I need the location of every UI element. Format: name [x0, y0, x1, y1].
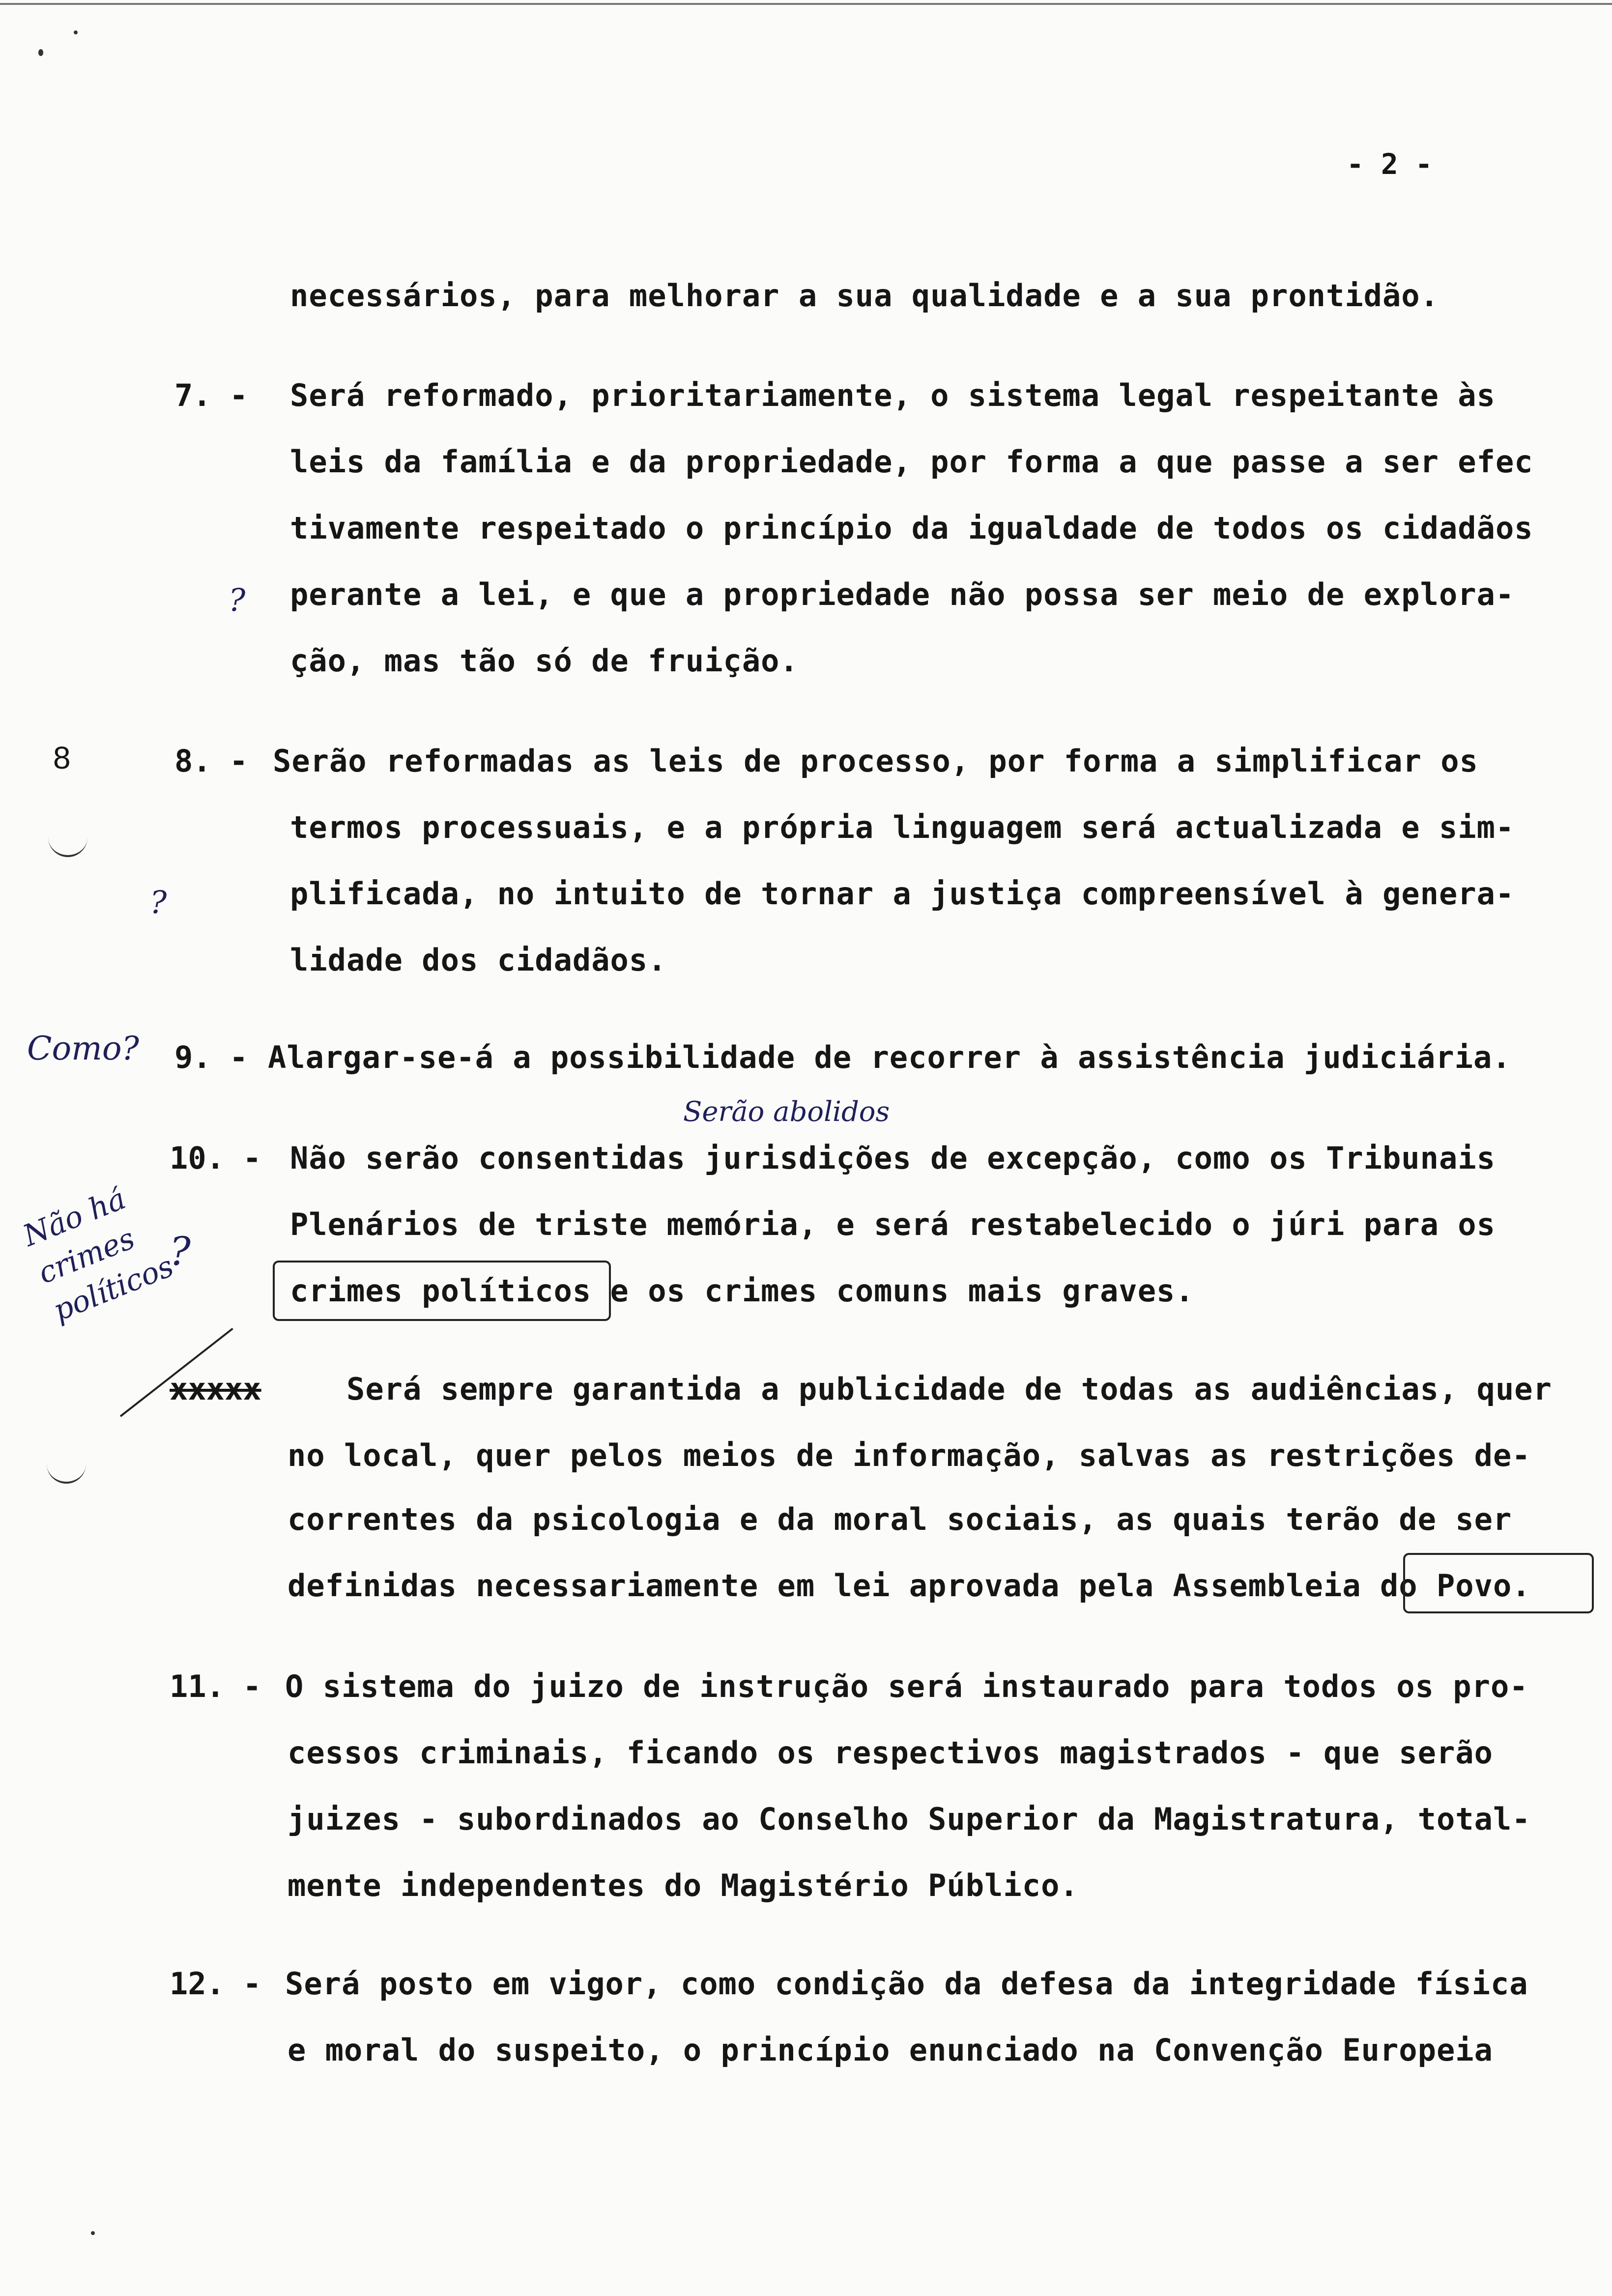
text-line: Serão reformadas as leis de processo, por forma a simplificar os — [273, 743, 1478, 779]
paragraph-number-7: 7. - — [174, 377, 248, 413]
circled-phrase — [273, 1261, 611, 1321]
text-line: necessários, para melhorar a sua qualidade e a sua prontidão. — [290, 278, 1439, 314]
margin-question-mark: ? — [170, 1229, 191, 1274]
text-line: no local, quer pelos meios de informação, salvas as restrições de- — [288, 1437, 1531, 1473]
paragraph-number-10: 10. - — [170, 1140, 261, 1176]
text-line: definidas necessariamente em lei aprovada pela Assembleia do Povo. — [288, 1568, 1531, 1604]
text-line: plificada, no intuito de tornar a justiça compreensível à genera- — [290, 876, 1515, 912]
text-line: juizes - subordinados ao Conselho Superior da Magistratura, total- — [288, 1801, 1531, 1837]
paragraph-number-9: 9. - — [174, 1039, 248, 1075]
margin-question-mark: ? — [150, 885, 167, 921]
ink-speck — [91, 2231, 95, 2235]
text-line: correntes da psicologia e da moral sociais, as quais terão de ser — [288, 1501, 1512, 1537]
circled-phrase — [1403, 1553, 1594, 1613]
margin-number-8: 8 — [53, 740, 71, 775]
text-line: leis da família e da propriedade, por forma a que passe a ser efec — [290, 444, 1533, 480]
margin-note-como: Como? — [27, 1030, 139, 1067]
paragraph-number-8: 8. - — [174, 743, 248, 779]
text-line: ção, mas tão só de fruição. — [290, 643, 799, 679]
text-line: perante a lei, e que a propriedade não possa ser meio de explora- — [290, 576, 1515, 612]
text-line: lidade dos cidadãos. — [290, 942, 667, 978]
text-line: cessos criminais, ficando os respectivos magistrados - que serão — [288, 1735, 1493, 1771]
text-line: e moral do suspeito, o princípio enunciado na Convenção Europeia — [288, 2032, 1493, 2068]
margin-question-mark: ? — [229, 582, 246, 619]
text-line: tivamente respeitado o princípio da igualdade de todos os cidadãos — [290, 510, 1533, 546]
ink-speck — [74, 30, 78, 34]
ink-speck — [38, 49, 43, 56]
text-line: O sistema do juizo de instrução será instaurado para todos os pro- — [285, 1668, 1528, 1704]
margin-note-nao-ha-crimes-politicos: Não há crimes políticos — [18, 1181, 178, 1328]
text-line: Alargar-se-á a possibilidade de recorrer à assistência judiciária. — [268, 1039, 1511, 1075]
text-line: Não serão consentidas jurisdições de excepção, como os Tribunais — [290, 1140, 1496, 1176]
text-line: termos processuais, e a própria linguagem será actualizada e sim- — [290, 809, 1515, 845]
text-line: Será sempre garantida a publicidade de todas as audiências, quer — [346, 1371, 1552, 1407]
text-line: Será posto em vigor, como condição da defesa da integridade física — [285, 1966, 1528, 2002]
paragraph-number-12: 12. - — [170, 1966, 261, 2002]
margin-arc-mark — [48, 835, 87, 857]
page-number: - 2 - — [1347, 147, 1433, 181]
text-line: Será reformado, prioritariamente, o sistema legal respeitante às — [290, 377, 1496, 413]
struck-out-number: xxxxx — [170, 1371, 261, 1407]
text-line: Plenários de triste memória, e será restabelecido o júri para os — [290, 1206, 1496, 1242]
margin-arc-mark — [47, 1462, 86, 1484]
handwritten-insertion: Serão abolidos — [683, 1096, 890, 1128]
paragraph-number-11: 11. - — [170, 1668, 261, 1704]
text-line: mente independentes do Magistério Público. — [288, 1867, 1079, 1903]
text-line: crimes políticos e os crimes comuns mais graves. — [290, 1273, 1194, 1309]
top-rule — [0, 3, 1612, 5]
